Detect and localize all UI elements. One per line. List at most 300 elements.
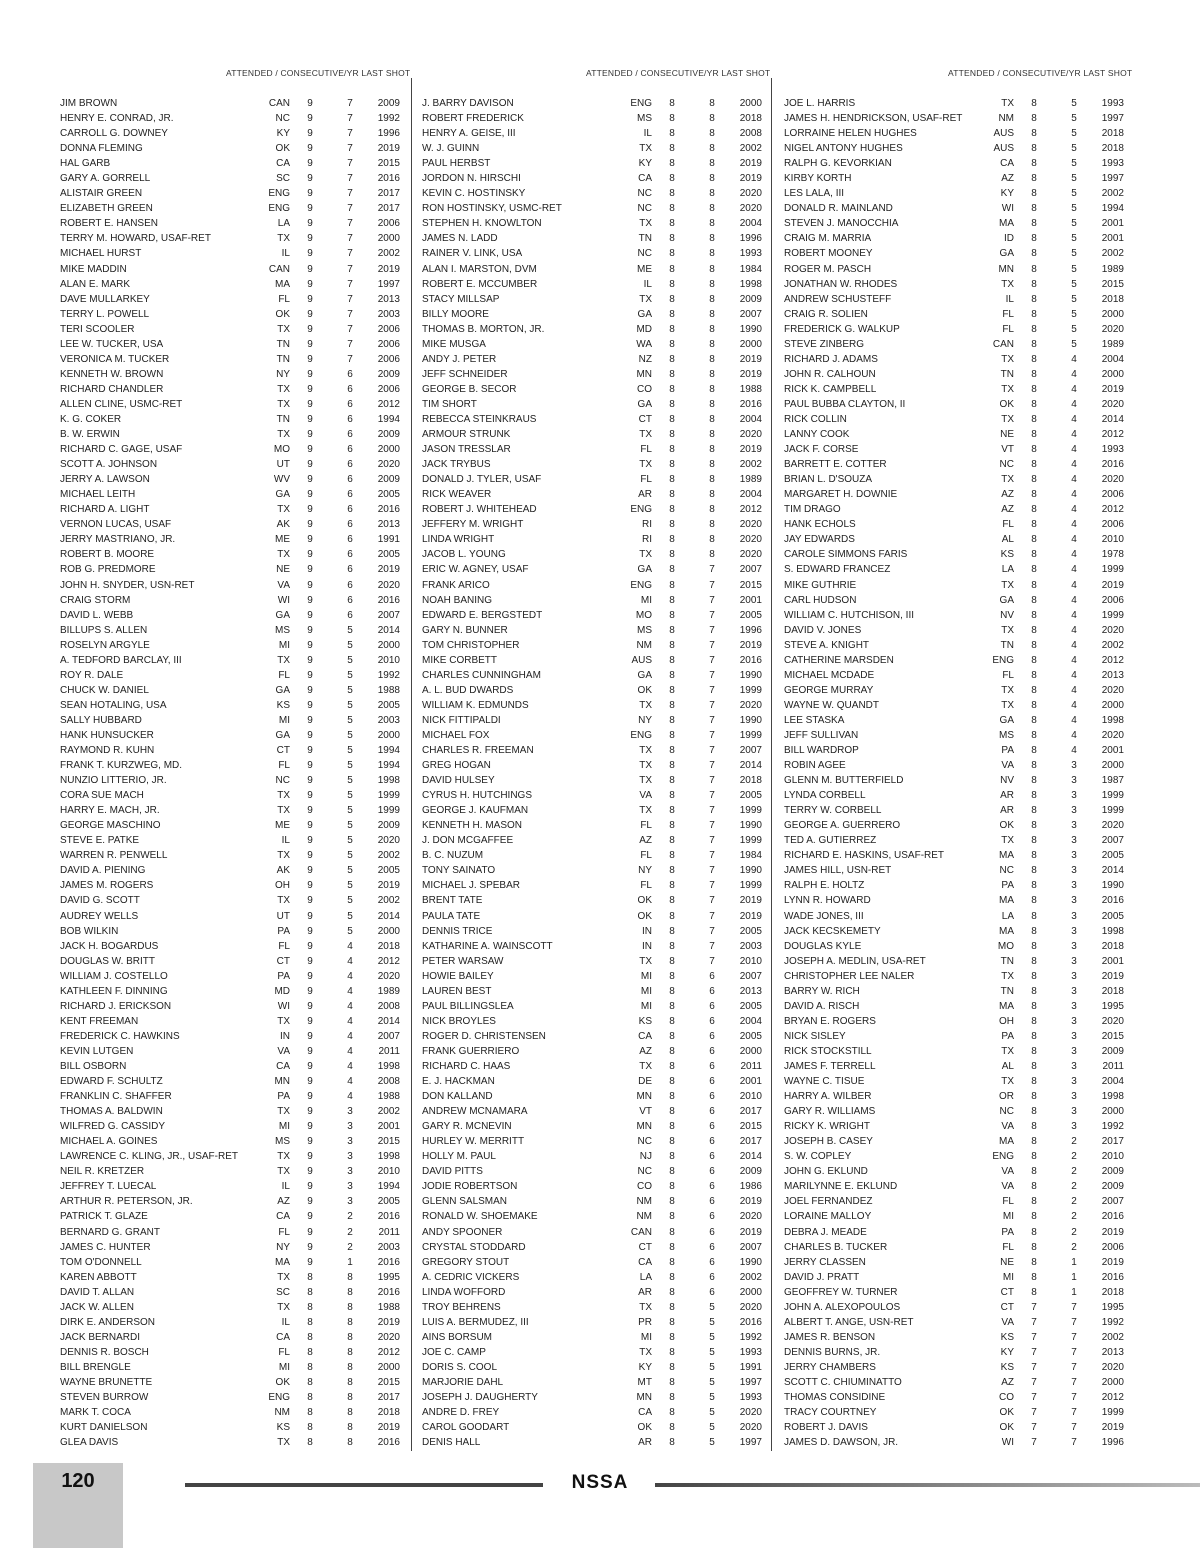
consecutive-count: 3	[1071, 805, 1077, 817]
member-name: GLENN M. BUTTERFIELD	[784, 775, 904, 787]
consecutive-count: 4	[1071, 534, 1077, 546]
attended-count: 9	[307, 1226, 313, 1238]
member-name: WAYNE C. TISUE	[784, 1076, 865, 1088]
last-shot-year: 2018	[1101, 1286, 1124, 1298]
table-row	[422, 848, 764, 863]
attended-count: 8	[307, 1361, 313, 1373]
consecutive-count: 7	[347, 98, 353, 109]
consecutive-count: 4	[347, 985, 353, 997]
column-header: ATTENDED / CONSECUTIVE/YR LAST SHOT	[586, 68, 771, 78]
consecutive-count: 4	[1071, 729, 1077, 741]
member-name: PATRICK T. GLAZE	[60, 1211, 148, 1223]
last-shot-year: 2006	[377, 383, 400, 395]
state-code: NM	[636, 1211, 652, 1223]
attended-count: 9	[307, 188, 313, 200]
table-row	[422, 818, 764, 833]
last-shot-year: 2013	[1101, 1346, 1124, 1358]
last-shot-year: 2000	[739, 338, 762, 350]
last-shot-year: 2005	[739, 1030, 762, 1042]
state-code: PA	[277, 925, 290, 937]
attended-count: 9	[307, 383, 313, 395]
attended-count: 9	[307, 1000, 313, 1012]
member-name: GLENN SALSMAN	[422, 1196, 508, 1208]
member-name: DONNA FLEMING	[60, 143, 143, 155]
consecutive-count: 7	[1071, 1437, 1077, 1449]
state-code: ME	[637, 263, 652, 275]
member-name: CHARLES CUNNINGHAM	[422, 669, 541, 681]
table-row	[422, 623, 764, 638]
table-row	[784, 1194, 1126, 1209]
state-code: NC	[999, 459, 1014, 471]
member-name: DON KALLAND	[422, 1091, 493, 1103]
member-name: MARK T. COCA	[60, 1407, 131, 1419]
member-name: BRYAN E. ROGERS	[784, 1015, 876, 1027]
state-code: TN	[1000, 368, 1014, 380]
consecutive-count: 8	[709, 429, 715, 441]
attended-count: 8	[669, 1407, 675, 1419]
member-name: KIRBY KORTH	[784, 173, 852, 185]
state-code: CA	[276, 1061, 290, 1072]
last-shot-year: 1990	[739, 1256, 762, 1268]
attended-count: 8	[1031, 1000, 1037, 1012]
state-code: FL	[278, 669, 290, 681]
attended-count: 8	[1031, 128, 1037, 140]
attended-count: 8	[1031, 1151, 1037, 1163]
state-code: TN	[276, 338, 290, 350]
attended-count: 8	[1031, 1015, 1037, 1027]
table-row	[784, 487, 1126, 502]
attended-count: 8	[669, 1361, 675, 1373]
table-row	[422, 337, 764, 352]
state-code: AR	[1000, 805, 1014, 817]
member-name: DAVID J. PRATT	[784, 1271, 860, 1283]
attended-count: 7	[1031, 1331, 1037, 1343]
attended-count: 9	[307, 880, 313, 892]
attended-count: 8	[1031, 233, 1037, 245]
state-code: IN	[642, 940, 652, 952]
attended-count: 7	[1031, 1422, 1037, 1434]
state-code: NE	[1000, 429, 1014, 441]
attended-count: 8	[1031, 1091, 1037, 1103]
consecutive-count: 5	[1071, 143, 1077, 155]
consecutive-count: 7	[347, 173, 353, 185]
attended-count: 8	[1031, 474, 1037, 486]
attended-count: 8	[669, 1030, 675, 1042]
attended-count: 8	[669, 790, 675, 802]
attended-count: 8	[1031, 293, 1037, 305]
member-name: ANDREW SCHUSTEFF	[784, 293, 892, 305]
consecutive-count: 5	[709, 1346, 715, 1358]
last-shot-year: 1999	[739, 729, 762, 741]
member-name: TRACY COURTNEY	[784, 1407, 877, 1419]
member-name: DAVID T. ALLAN	[60, 1286, 135, 1298]
last-shot-year: 2007	[1101, 835, 1124, 847]
table-row	[784, 141, 1126, 156]
attended-count: 8	[669, 654, 675, 666]
consecutive-count: 7	[347, 293, 353, 305]
state-code: MA	[999, 1000, 1014, 1012]
member-name: ARMOUR STRUNK	[422, 429, 511, 441]
consecutive-count: 3	[1071, 760, 1077, 772]
last-shot-year: 1999	[1101, 564, 1124, 576]
member-name: ARTHUR R. PETERSON, JR.	[60, 1196, 193, 1208]
attended-count: 9	[307, 263, 313, 275]
attended-count: 8	[669, 188, 675, 200]
last-shot-year: 2005	[1101, 850, 1124, 862]
consecutive-count: 4	[347, 1091, 353, 1103]
member-name: LEE W. TUCKER, USA	[60, 338, 164, 350]
last-shot-year: 2012	[377, 1346, 400, 1358]
table-row	[784, 472, 1126, 487]
member-name: GREGORY STOUT	[422, 1256, 510, 1268]
state-code: NM	[998, 113, 1014, 125]
member-name: DAVE MULLARKEY	[60, 293, 150, 305]
state-code: FL	[640, 444, 652, 456]
member-name: A. CEDRIC VICKERS	[422, 1271, 520, 1283]
last-shot-year: 2019	[377, 263, 400, 275]
consecutive-count: 7	[709, 624, 715, 636]
table-row	[422, 382, 764, 397]
state-code: MA	[999, 925, 1014, 937]
state-code: FL	[1002, 323, 1014, 335]
attended-count: 8	[669, 880, 675, 892]
consecutive-count: 3	[1071, 1106, 1077, 1118]
consecutive-count: 6	[709, 1015, 715, 1027]
member-name: KATHLEEN F. DINNING	[60, 985, 168, 997]
attended-count: 8	[307, 1376, 313, 1388]
attended-count: 9	[307, 1181, 313, 1193]
state-code: CA	[1000, 158, 1014, 170]
consecutive-count: 8	[347, 1392, 353, 1404]
consecutive-count: 7	[347, 338, 353, 350]
attended-count: 8	[1031, 1196, 1037, 1208]
attended-count: 8	[669, 248, 675, 260]
last-shot-year: 2006	[377, 338, 400, 350]
attended-count: 8	[1031, 1271, 1037, 1283]
attended-count: 8	[669, 413, 675, 425]
consecutive-count: 5	[1071, 203, 1077, 215]
last-shot-year: 1998	[1101, 1091, 1124, 1103]
member-name: ROBERT E. HANSEN	[60, 218, 158, 230]
state-code: VA	[1001, 1121, 1014, 1133]
table-row	[60, 517, 402, 532]
member-name: RICHARD A. LIGHT	[60, 504, 150, 516]
last-shot-year: 1996	[739, 624, 762, 636]
member-name: HARRY E. MACH, JR.	[60, 805, 160, 817]
state-code: MS	[637, 113, 652, 125]
consecutive-count: 4	[1071, 383, 1077, 395]
last-shot-year: 2005	[377, 1196, 400, 1208]
consecutive-count: 3	[347, 1106, 353, 1118]
table-row	[784, 593, 1126, 608]
table-row	[422, 231, 764, 246]
member-name: AINS BORSUM	[422, 1331, 493, 1343]
table-row	[784, 1089, 1126, 1104]
member-name: JAMES D. DAWSON, JR.	[784, 1437, 899, 1449]
attended-count: 7	[1031, 1316, 1037, 1328]
last-shot-year: 2020	[1101, 1361, 1124, 1373]
state-code: TX	[1001, 1076, 1014, 1088]
state-code: AZ	[277, 1196, 290, 1208]
consecutive-count: 6	[709, 1166, 715, 1178]
state-code: CAN	[268, 98, 290, 109]
member-name: KENNETH W. BROWN	[60, 368, 164, 380]
consecutive-count: 3	[347, 1181, 353, 1193]
consecutive-count: 8	[709, 188, 715, 200]
consecutive-count: 8	[709, 158, 715, 170]
state-code: ENG	[268, 1392, 290, 1404]
consecutive-count: 8	[347, 1346, 353, 1358]
member-name: MIKE MADDIN	[60, 263, 127, 275]
consecutive-count: 8	[347, 1422, 353, 1434]
member-name: JERRY MASTRIANO, JR.	[60, 534, 176, 546]
consecutive-count: 5	[709, 1361, 715, 1373]
last-shot-year: 2004	[739, 489, 762, 501]
consecutive-count: 5	[347, 760, 353, 772]
attended-count: 9	[307, 955, 313, 967]
last-shot-year: 2018	[1101, 128, 1124, 140]
table-row	[784, 1209, 1126, 1224]
member-name: JOHN R. CALHOUN	[784, 368, 876, 380]
state-code: AZ	[1001, 489, 1014, 501]
table-row	[422, 1074, 764, 1089]
state-code: MI	[640, 594, 652, 606]
table-row	[60, 562, 402, 577]
attended-count: 8	[1031, 1030, 1037, 1042]
attended-count: 8	[669, 368, 675, 380]
member-name: DIRK E. ANDERSON	[60, 1316, 156, 1328]
last-shot-year: 2019	[377, 1316, 400, 1328]
consecutive-count: 6	[347, 489, 353, 501]
consecutive-count: 5	[1071, 158, 1077, 170]
member-name: CHARLES R. FREEMAN	[422, 745, 534, 757]
consecutive-count: 5	[347, 850, 353, 862]
member-name: LYNDA CORBELL	[784, 790, 866, 802]
last-shot-year: 2010	[739, 955, 762, 967]
attended-count: 9	[307, 940, 313, 952]
last-shot-year: 1999	[1101, 609, 1124, 621]
state-code: CT	[638, 1241, 652, 1253]
state-code: TX	[277, 398, 290, 410]
member-name: BILLY MOORE	[422, 308, 489, 320]
table-row	[784, 532, 1126, 547]
state-code: KY	[638, 1361, 652, 1373]
last-shot-year: 2005	[377, 865, 400, 877]
table-row	[422, 307, 764, 322]
last-shot-year: 2019	[739, 910, 762, 922]
member-name: REBECCA STEINKRAUS	[422, 413, 537, 425]
attended-count: 8	[1031, 970, 1037, 982]
table-row	[60, 653, 402, 668]
member-name: JAMES H. HENDRICKSON, USAF-RET	[784, 113, 963, 125]
last-shot-year: 2020	[739, 429, 762, 441]
last-shot-year: 2016	[377, 1211, 400, 1223]
attended-count: 9	[307, 504, 313, 516]
attended-count: 9	[307, 579, 313, 591]
last-shot-year: 2006	[1101, 519, 1124, 531]
state-code: CAN	[992, 338, 1014, 350]
last-shot-year: 2020	[1101, 398, 1124, 410]
member-name: B. C. NUZUM	[422, 850, 484, 862]
member-name: LES LALA, III	[784, 188, 845, 200]
member-name: JAMES C. HUNTER	[60, 1241, 151, 1253]
column-divider	[411, 78, 412, 1451]
member-name: JACK KECSKEMETY	[784, 925, 881, 937]
consecutive-count: 4	[347, 940, 353, 952]
consecutive-count: 3	[347, 1196, 353, 1208]
last-shot-year: 2014	[1101, 413, 1124, 425]
consecutive-count: 6	[347, 609, 353, 621]
table-row	[422, 502, 764, 517]
state-code: MN	[636, 1121, 652, 1133]
consecutive-count: 4	[347, 1061, 353, 1072]
state-code: KS	[1000, 1331, 1014, 1343]
last-shot-year: 2009	[377, 98, 400, 109]
attended-count: 8	[1031, 745, 1037, 757]
attended-count: 9	[307, 1061, 313, 1072]
member-name: LYNN R. HOWARD	[784, 895, 871, 907]
attended-count: 8	[669, 143, 675, 155]
attended-count: 8	[669, 985, 675, 997]
state-code: OK	[999, 1422, 1014, 1434]
table-row	[422, 863, 764, 878]
member-name: A. L. BUD DWARDS	[422, 684, 514, 696]
attended-count: 8	[307, 1286, 313, 1298]
last-shot-year: 2020	[1101, 729, 1124, 741]
consecutive-count: 1	[1071, 1271, 1077, 1283]
table-row	[784, 608, 1126, 623]
table-row	[784, 1375, 1126, 1390]
member-name: KEVIN LUTGEN	[60, 1045, 134, 1057]
member-name: BARRY W. RICH	[784, 985, 860, 997]
state-code: TX	[277, 1106, 290, 1118]
member-name: GARY N. BUNNER	[422, 624, 508, 636]
consecutive-count: 5	[1071, 233, 1077, 245]
state-code: GA	[275, 489, 290, 501]
member-name: EDWARD F. SCHULTZ	[60, 1076, 163, 1088]
table-row	[784, 683, 1126, 698]
member-name: DONALD R. MAINLAND	[784, 203, 893, 215]
consecutive-count: 6	[347, 383, 353, 395]
table-row	[422, 472, 764, 487]
state-code: CA	[276, 1211, 290, 1223]
state-code: ME	[275, 820, 290, 832]
member-name: JAMES M. ROGERS	[60, 880, 154, 892]
attended-count: 8	[669, 1286, 675, 1298]
consecutive-count: 3	[1071, 820, 1077, 832]
member-name: JAMES N. LADD	[422, 233, 498, 245]
consecutive-count: 6	[347, 504, 353, 516]
consecutive-count: 5	[347, 895, 353, 907]
table-row	[784, 1345, 1126, 1360]
consecutive-count: 8	[709, 474, 715, 486]
attended-count: 8	[1031, 188, 1037, 200]
attended-count: 8	[307, 1437, 313, 1449]
consecutive-count: 4	[347, 1000, 353, 1012]
table-row	[784, 337, 1126, 352]
member-name: RICK COLLIN	[784, 413, 847, 425]
state-code: TX	[277, 805, 290, 817]
attended-count: 9	[307, 113, 313, 125]
last-shot-year: 2011	[378, 1045, 400, 1057]
state-code: IN	[642, 925, 652, 937]
last-shot-year: 1996	[377, 128, 400, 140]
consecutive-count: 7	[709, 895, 715, 907]
last-shot-year: 2000	[1101, 308, 1124, 320]
member-name: ROBIN AGEE	[784, 760, 846, 772]
table-row	[60, 773, 402, 788]
attended-count: 8	[669, 158, 675, 170]
member-name: TIM SHORT	[422, 398, 477, 410]
attended-count: 8	[669, 820, 675, 832]
consecutive-count: 7	[709, 699, 715, 711]
state-code: KY	[1000, 1346, 1014, 1358]
member-name: JOHN A. ALEXOPOULOS	[784, 1301, 901, 1313]
table-row	[784, 457, 1126, 472]
table-row	[60, 954, 402, 969]
attended-count: 8	[669, 1422, 675, 1434]
state-code: NC	[637, 188, 652, 200]
last-shot-year: 2000	[1101, 699, 1124, 711]
table-row	[422, 1345, 764, 1360]
state-code: KY	[638, 158, 652, 170]
table-row	[60, 878, 402, 893]
last-shot-year: 2016	[377, 1437, 400, 1449]
consecutive-count: 7	[1071, 1301, 1077, 1313]
table-row	[784, 186, 1126, 201]
member-name: WILFRED G. CASSIDY	[60, 1121, 166, 1133]
attended-count: 9	[307, 519, 313, 531]
member-name: RICHARD J. ADAMS	[784, 353, 878, 365]
table-row	[784, 758, 1126, 773]
member-name: KENT FREEMAN	[60, 1015, 139, 1027]
member-name: JODIE ROBERTSON	[422, 1181, 518, 1193]
consecutive-count: 4	[1071, 474, 1077, 486]
consecutive-count: 7	[347, 143, 353, 155]
table-row	[60, 231, 402, 246]
last-shot-year: 2017	[377, 188, 400, 200]
state-code: UT	[276, 910, 290, 922]
consecutive-count: 8	[709, 519, 715, 531]
attended-count: 8	[669, 398, 675, 410]
last-shot-year: 2010	[739, 1091, 762, 1103]
last-shot-year: 2015	[377, 1376, 400, 1388]
consecutive-count: 4	[1071, 639, 1077, 651]
consecutive-count: 6	[709, 1106, 715, 1118]
consecutive-count: 5	[709, 1301, 715, 1313]
member-name: BRIAN L. D'SOUZA	[784, 474, 873, 486]
member-name: DENNIS BURNS, JR.	[784, 1346, 881, 1358]
table-row	[60, 743, 402, 758]
member-name: WILLIAM J. COSTELLO	[60, 970, 168, 982]
state-code: KS	[1000, 1361, 1014, 1373]
consecutive-count: 8	[709, 338, 715, 350]
last-shot-year: 1993	[1101, 158, 1124, 170]
consecutive-count: 8	[709, 203, 715, 215]
last-shot-year: 1997	[739, 1376, 762, 1388]
member-name: GEOFFREY W. TURNER	[784, 1286, 898, 1298]
table-row	[60, 1225, 402, 1240]
state-code: NV	[1000, 609, 1014, 621]
consecutive-count: 5	[709, 1392, 715, 1404]
member-name: ALAN I. MARSTON, DVM	[422, 263, 537, 275]
table-row	[60, 111, 402, 126]
consecutive-count: 7	[347, 203, 353, 215]
table-row	[60, 848, 402, 863]
last-shot-year: 2020	[377, 459, 400, 471]
attended-count: 8	[669, 1331, 675, 1343]
state-code: MI	[278, 1121, 290, 1133]
